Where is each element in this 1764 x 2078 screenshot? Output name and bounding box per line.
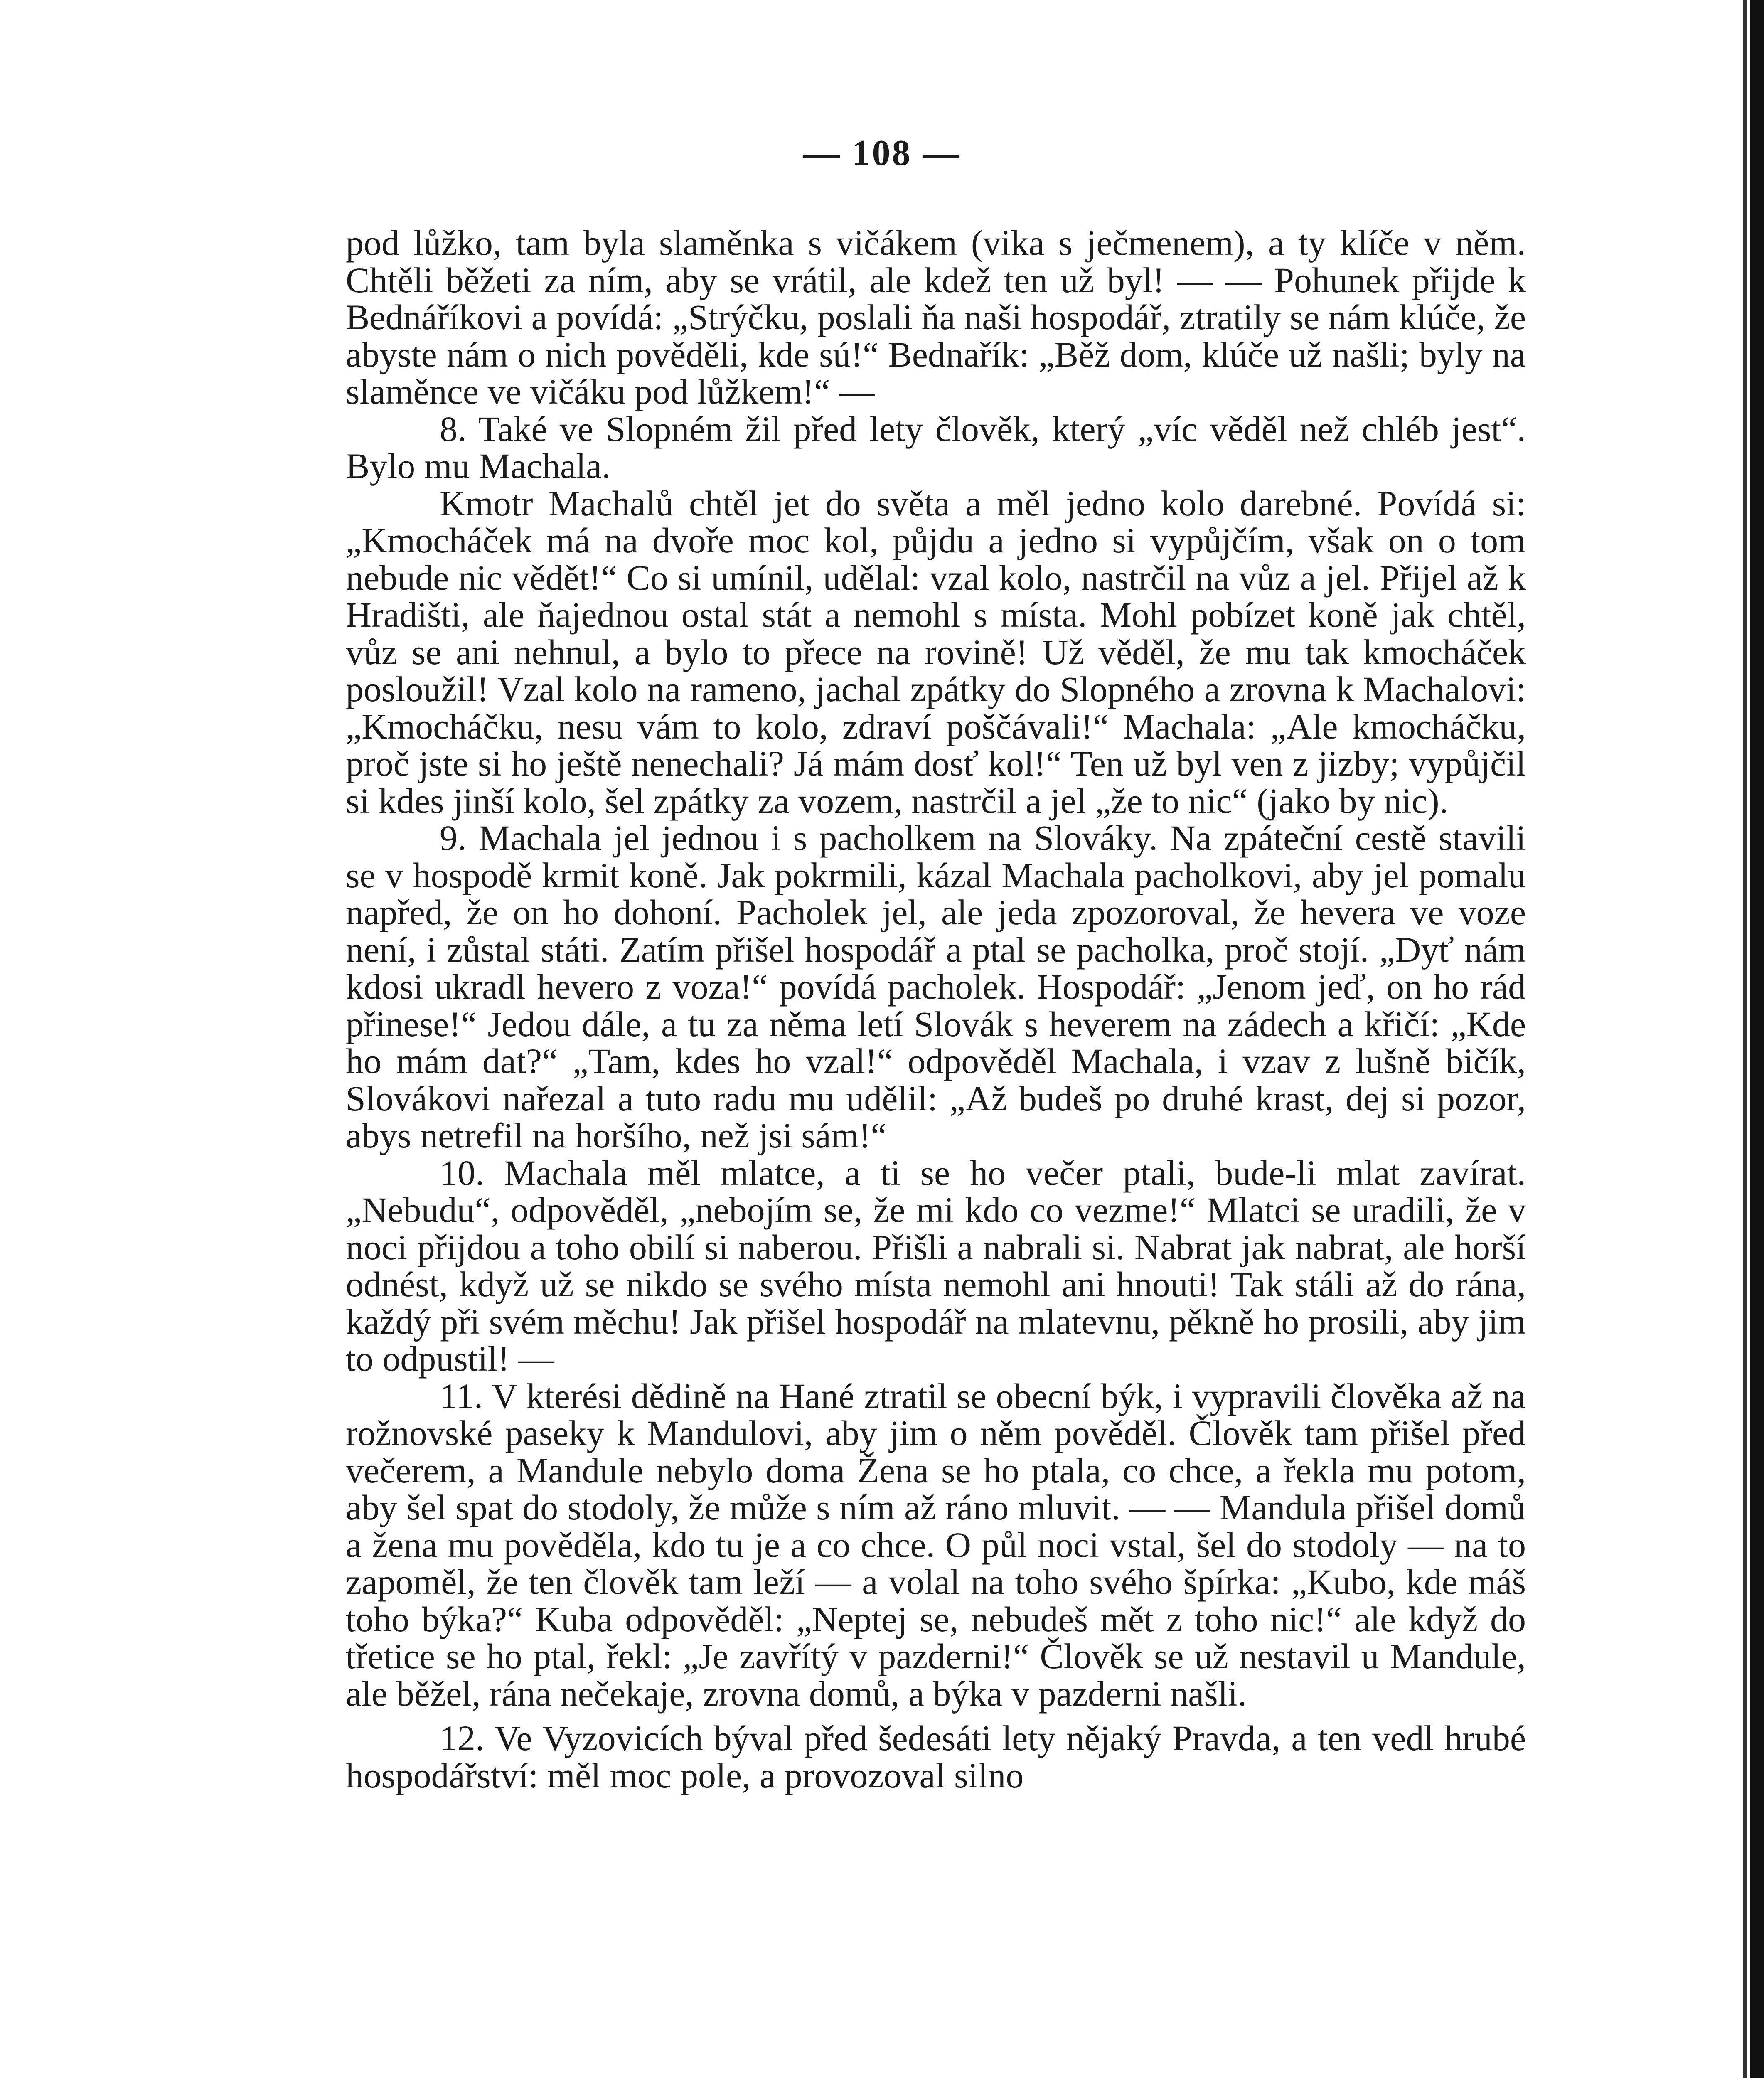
paragraph-9: 9. Machala jel jednou i s pacholkem na Slováky. Na zpáteční cestě stavili se v hospodě krmit koně. Jak pokrmili, kázal Machala pacholkovi, aby jel pomalu napřed, že on ho dohoní. Pacholek jel, ale jeda zpozoroval, že hevera ve voze není, i zůstal státi. Zatím přišel hospodář a ptal se pacholka, proč stojí. „Dyť nám kdosi ukradl hevero z voza!“ povídá pacholek. Hospodář: „Jenom jeď, on ho rád přinese!“ Jedou dále, a tu za něma letí Slovák s heverem na zádech a křičí: „Kde ho mám dat?“ „Tam, kdes ho vzal!“ odpověděl Machala, i vzav z lušně bičík, Slovákovi nařezal a tuto radu mu udělil: „Až budeš po druhé krast, dej si pozor, abys netrefil na horšího, než jsi sám!“ bbox=[346, 818, 1526, 1155]
paragraph-11: 11. V kterési dědině na Hané ztratil se obecní býk, i vypravili člověka až na rožnovské paseky k Mandulovi, aby jim o něm pověděl. Člověk tam přišel před večerem, a Mandule nebylo doma Žena se ho ptala, co chce, a řekla mu potom, aby šel spat do stodoly, že může s ním až ráno mluvit. — — Mandula přišel domů a žena mu pověděla, kdo tu je a co chce. O půl noci vstal, šel do stodoly — na to zapoměl, že ten člověk tam leží — a volal na toho svého špírka: „Kubo, kde máš toho býka?“ Kuba odpověděl: „Neptej se, nebudeš mět z toho nic!“ ale když do třetice se ho ptal, řekl: „Je zavřítý v pazderni!“ Člověk se už nestavil u Mandule, ale běžel, rána nečekaje, zrovna domů, a býka v pazderni našli. bbox=[346, 1376, 1526, 1714]
page-body bbox=[346, 224, 1526, 1794]
scan-edge-inner bbox=[1743, 0, 1747, 2078]
scan-edge-right bbox=[1750, 0, 1764, 2078]
paragraph-kmotr: Kmotr Machalů chtěl jet do světa a měl jedno kolo darebné. Povídá si: „Kmocháček má na dvoře moc kol, půjdu a jedno si vypůjčím, však on o tom nebude nic vědět!“ Co si umínil, udělal: vzal kolo, nastrčil na vůz a jel. Přijel až k Hradišti, ale ňajednou ostal stát a nemohl s místa. Mohl pobízet koně jak chtěl, vůz se ani nehnul, a bylo to přece na rovině! Už věděl, že mu tak kmocháček posloužil! Vzal kolo na rameno, jachal zpátky do Slopného a zrovna k Machalovi: „Kmocháčku, nesu vám to kolo, zdraví poščávali!“ Machala: „Ale kmocháčku, proč jste si ho ještě nenechali? Já mám dosť kol!“ Ten už byl ven z jizby; vypůjčil si kdes jinší kolo, šel zpátky za vozem, nastrčil a jel „že to nic“ (jako by nic). bbox=[346, 483, 1526, 821]
page-number: — 108 — bbox=[803, 133, 961, 173]
paragraph-8: 8. Také ve Slopném žil před lety člověk, který „víc věděl než chléb jest“. Bylo mu Machala. bbox=[346, 409, 1526, 486]
paragraph-10: 10. Machala měl mlatce, a ti se ho večer ptali, bude-li mlat zavírat. „Nebudu“, odpověděl, „nebojím se, že mi kdo co vezme!“ Mlatci se uradili, že v noci přijdou a toho obilí si naberou. Přišli a nabrali si. Nabrat jak nabrat, ale horší odnést, když už se nikdo se svého místa nemohl ani hnouti! Tak stáli až do rána, každý při svém měchu! Jak přišel hospodář na mlatevnu, pěkně ho prosili, aby jim to odpustil! — bbox=[346, 1152, 1526, 1379]
paragraph-continuation: pod lůžko, tam byla slaměnka s vičákem (vika s ječmenem), a ty klíče v něm. Chtěli běžeti za ním, aby se vrátil, ale kdež ten už byl! — — Pohunek přijde k Bednáříkovi a povídá: „Strýčku, poslali ňa naši hospodář, ztratily se nám klúče, že abyste nám o nich pověděli, kde sú!“ Bednařík: „Běž dom, klúče už našli; byly na slaměnce ve vičáku pod lůžkem!“ — bbox=[346, 223, 1526, 411]
paragraph-12: 12. Ve Vyzovicích býval před šedesáti lety nějaký Pravda, a ten vedl hrubé hospodářství: měl moc pole, a provozoval silno bbox=[346, 1718, 1526, 1795]
